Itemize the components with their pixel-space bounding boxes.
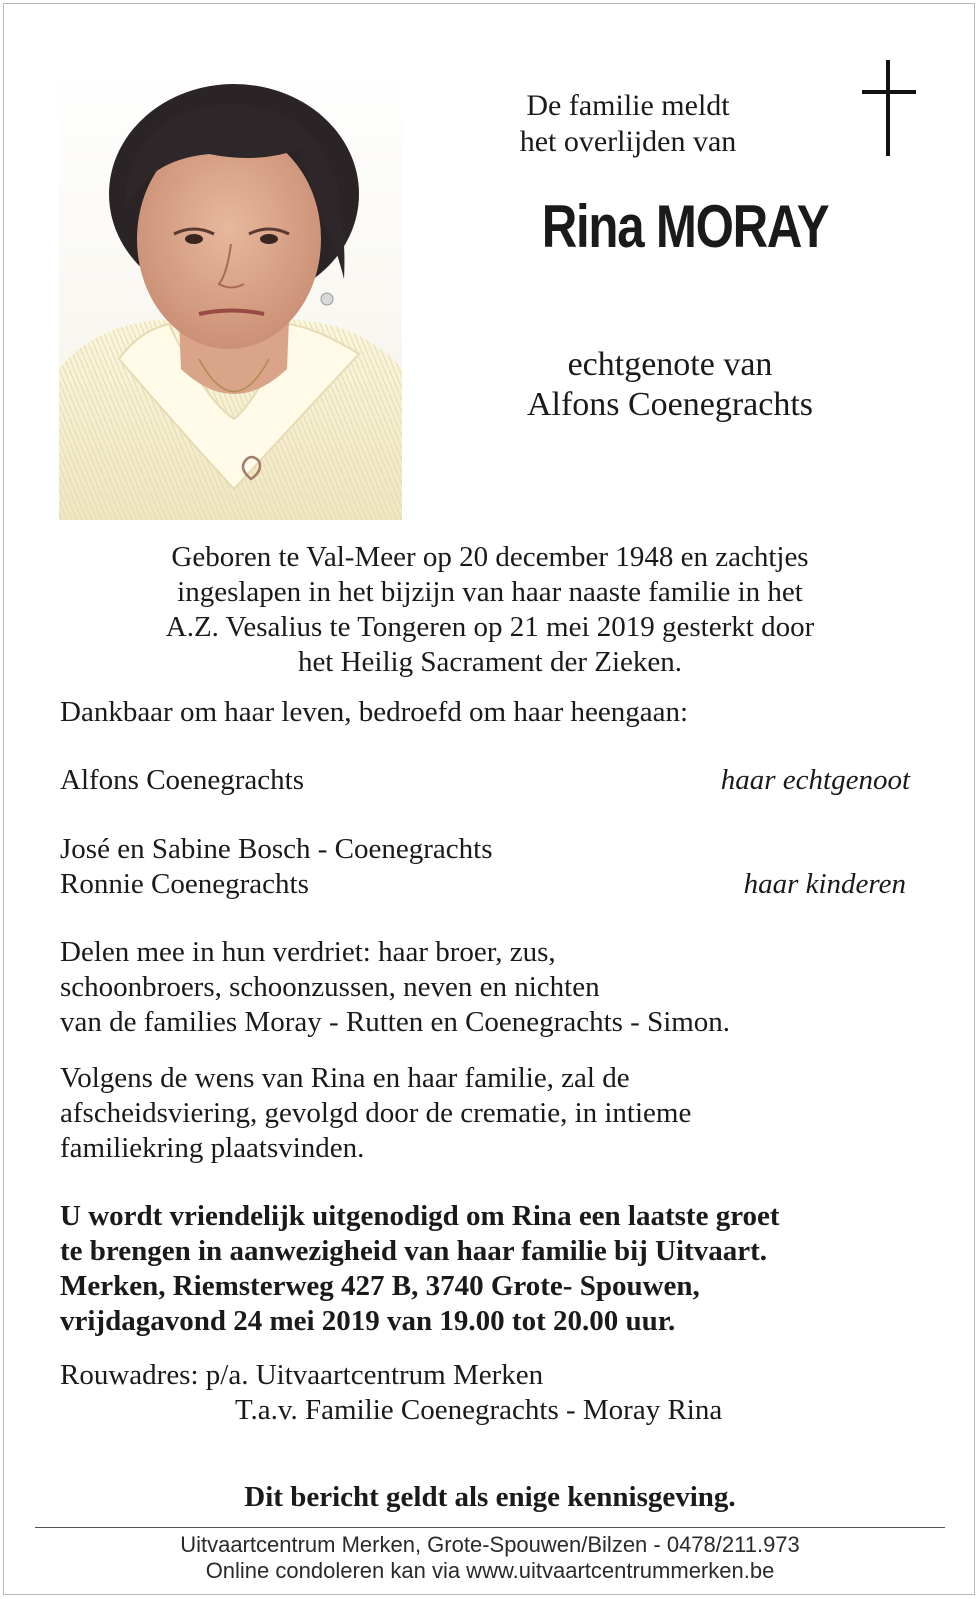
notice-line: Dit bericht geldt als enige kennisgeving. <box>244 1481 736 1513</box>
text-line: te brengen in aanwezigheid van haar familie bij Uitvaart. <box>60 1235 767 1267</box>
text-line: A.Z. Vesalius te Tongeren op 21 mei 2019 gesterkt door <box>165 611 815 643</box>
footer-line: Online condoleren kan via www.uitvaartcentrummerken.be <box>205 1558 775 1583</box>
footer-divider <box>35 1527 945 1528</box>
text-line: Delen mee in hun verdriet: haar broer, zus, <box>60 936 556 968</box>
spouse-block <box>460 345 880 425</box>
text-line: Volgens de wens van Rina en haar familie, zal de <box>60 1062 630 1094</box>
child-name: José en Sabine Bosch - Coenegrachts <box>60 833 493 865</box>
family-child-row <box>60 867 920 902</box>
wish-paragraph <box>60 1061 940 1166</box>
thanks-line: Dankbaar om haar leven, bedroefd om haar heengaan: <box>60 696 689 728</box>
family-husband-row <box>60 763 920 798</box>
intro-line: De familie meldt <box>526 89 730 122</box>
spouse-line: echtgenote van <box>567 346 773 383</box>
text-line: schoonbroers, schoonzussen, neven en nichten <box>60 971 600 1003</box>
text-line: van de families Moray - Rutten en Coenegrachts - Simon. <box>60 1006 731 1038</box>
spouse-name: Alfons Coenegrachts <box>526 386 814 423</box>
intro-line: het overlijden van <box>519 125 737 158</box>
text-line: U wordt vriendelijk uitgenodigd om Rina een laatste groet <box>60 1200 780 1232</box>
birth-death-paragraph <box>60 540 920 680</box>
text-line: familiekring plaatsvinden. <box>60 1132 365 1164</box>
text-line: vrijdagavond 24 mei 2019 van 19.00 tot 20.00 uur. <box>60 1305 676 1337</box>
children-role: haar kinderen <box>743 868 906 900</box>
deceased-name: Rina MORAY <box>541 193 829 260</box>
husband-role: haar echtgenoot <box>720 764 910 796</box>
portrait-photo <box>59 69 402 520</box>
address-line: Rouwadres: p/a. Uitvaartcentrum Merken <box>60 1359 544 1391</box>
husband-name: Alfons Coenegrachts <box>60 764 305 796</box>
mourning-address <box>60 1358 940 1428</box>
cross-icon <box>862 60 922 160</box>
address-line: T.a.v. Familie Coenegrachts - Moray Rina <box>235 1394 723 1426</box>
sharing-paragraph <box>60 935 940 1040</box>
invitation-paragraph <box>60 1199 960 1339</box>
text-line: afscheidsviering, gevolgd door de crematie, in intieme <box>60 1097 692 1129</box>
footer-line: Uitvaartcentrum Merken, Grote-Spouwen/Bilzen - 0478/211.973 <box>180 1532 800 1557</box>
text-line: ingeslapen in het bijzijn van haar naaste familie in het <box>177 576 803 608</box>
text-line: Merken, Riemsterweg 427 B, 3740 Grote- Spouwen, <box>60 1270 700 1302</box>
child-name: Ronnie Coenegrachts <box>60 868 309 900</box>
intro-text <box>448 88 808 160</box>
text-line: het Heilig Sacrament der Zieken. <box>297 646 683 678</box>
text-line: Geboren te Val-Meer op 20 december 1948 en zachtjes <box>171 541 809 573</box>
footer <box>0 1532 980 1584</box>
family-child-row <box>60 832 920 867</box>
